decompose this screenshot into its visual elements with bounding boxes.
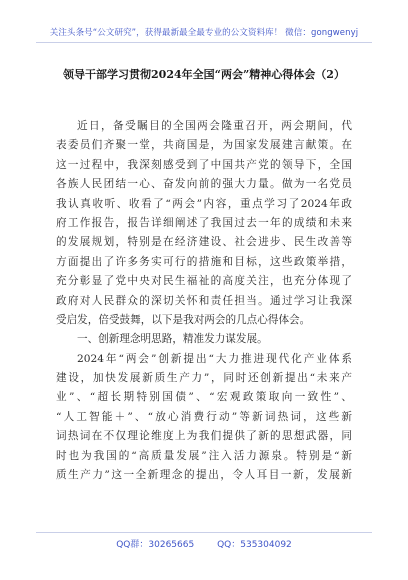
paragraph-line: 这一过程中，我深刻感受到了中国共产党的领导下，全国 [56, 158, 352, 171]
paragraph-line: 我认真收听、收看了“两会”内容，重点学习了2024年政 [56, 197, 352, 210]
paragraph-line: 表委员们齐聚一堂，共商国是，为国家发展建言献策。在 [56, 139, 352, 152]
paragraph-line: 建设，加快发展新质生产力”，同时还创新提出“未来产 [56, 372, 352, 385]
document-title: 领导干部学习贯彻2024年全国“两会”精神心得体会（2） [63, 68, 345, 81]
footer-qq-group: QQ群：30265665 [116, 540, 195, 550]
paragraph-line: 各族人民团结一心、奋发向前的强大力量。做为一名党员 [56, 178, 352, 191]
footer-divider [36, 532, 372, 533]
paragraph-line: “人工智能＋”、“放心消费行动”等新词热词，这些新 [56, 410, 352, 423]
paragraph-line: 业”、“超长期特别国债”、“宏观政策取向一致性”、 [56, 391, 352, 404]
paragraph-line: 近日，备受瞩目的全国两会隆重召开，两会期间，代 [77, 120, 352, 132]
document-body [56, 117, 352, 485]
footer-contact [0, 537, 408, 550]
paragraph-line: 2024年“两会”创新提出“大力推进现代化产业体系 [77, 352, 352, 365]
paragraph-line: 词热词在不仅理论维度上为我们提供了新的思想武器，同 [56, 430, 352, 443]
paragraph-line: 时也为我国的“高质量发展”注入活力源泉。特别是“新 [56, 449, 352, 462]
paragraph-line: 府工作报告，报告详细阐述了我国过去一年的成绩和未来 [56, 216, 352, 229]
header-divider [36, 42, 372, 43]
paragraph-line: 质生产力”这一全新理念的提出，令人耳目一新，发展新 [56, 469, 352, 482]
header-note: 关注头条号“公文研究”，获得最新最全最专业的公文资料库！ 微信：gongwenyj [49, 28, 359, 38]
paragraph-line: 受启发，倍受鼓舞，以下是我对两会的几点心得体会。 [56, 313, 311, 326]
paragraph-line: 方面提出了许多务实可行的措施和目标，这些政策举措， [56, 255, 352, 268]
footer-qq: QQ：535304092 [217, 540, 292, 550]
section-heading: 一、创新理念明思路，精准发力谋发展。 [77, 333, 268, 346]
paragraph-line: 充分彰显了党中央对民生福祉的高度关注，也充分体现了 [56, 275, 352, 288]
paragraph-line: 的发展规划，特别是在经济建设、社会进步、民生改善等 [56, 236, 352, 249]
paragraph-line: 政府对人民群众的深切关怀和责任担当。通过学习让我深 [56, 294, 352, 307]
